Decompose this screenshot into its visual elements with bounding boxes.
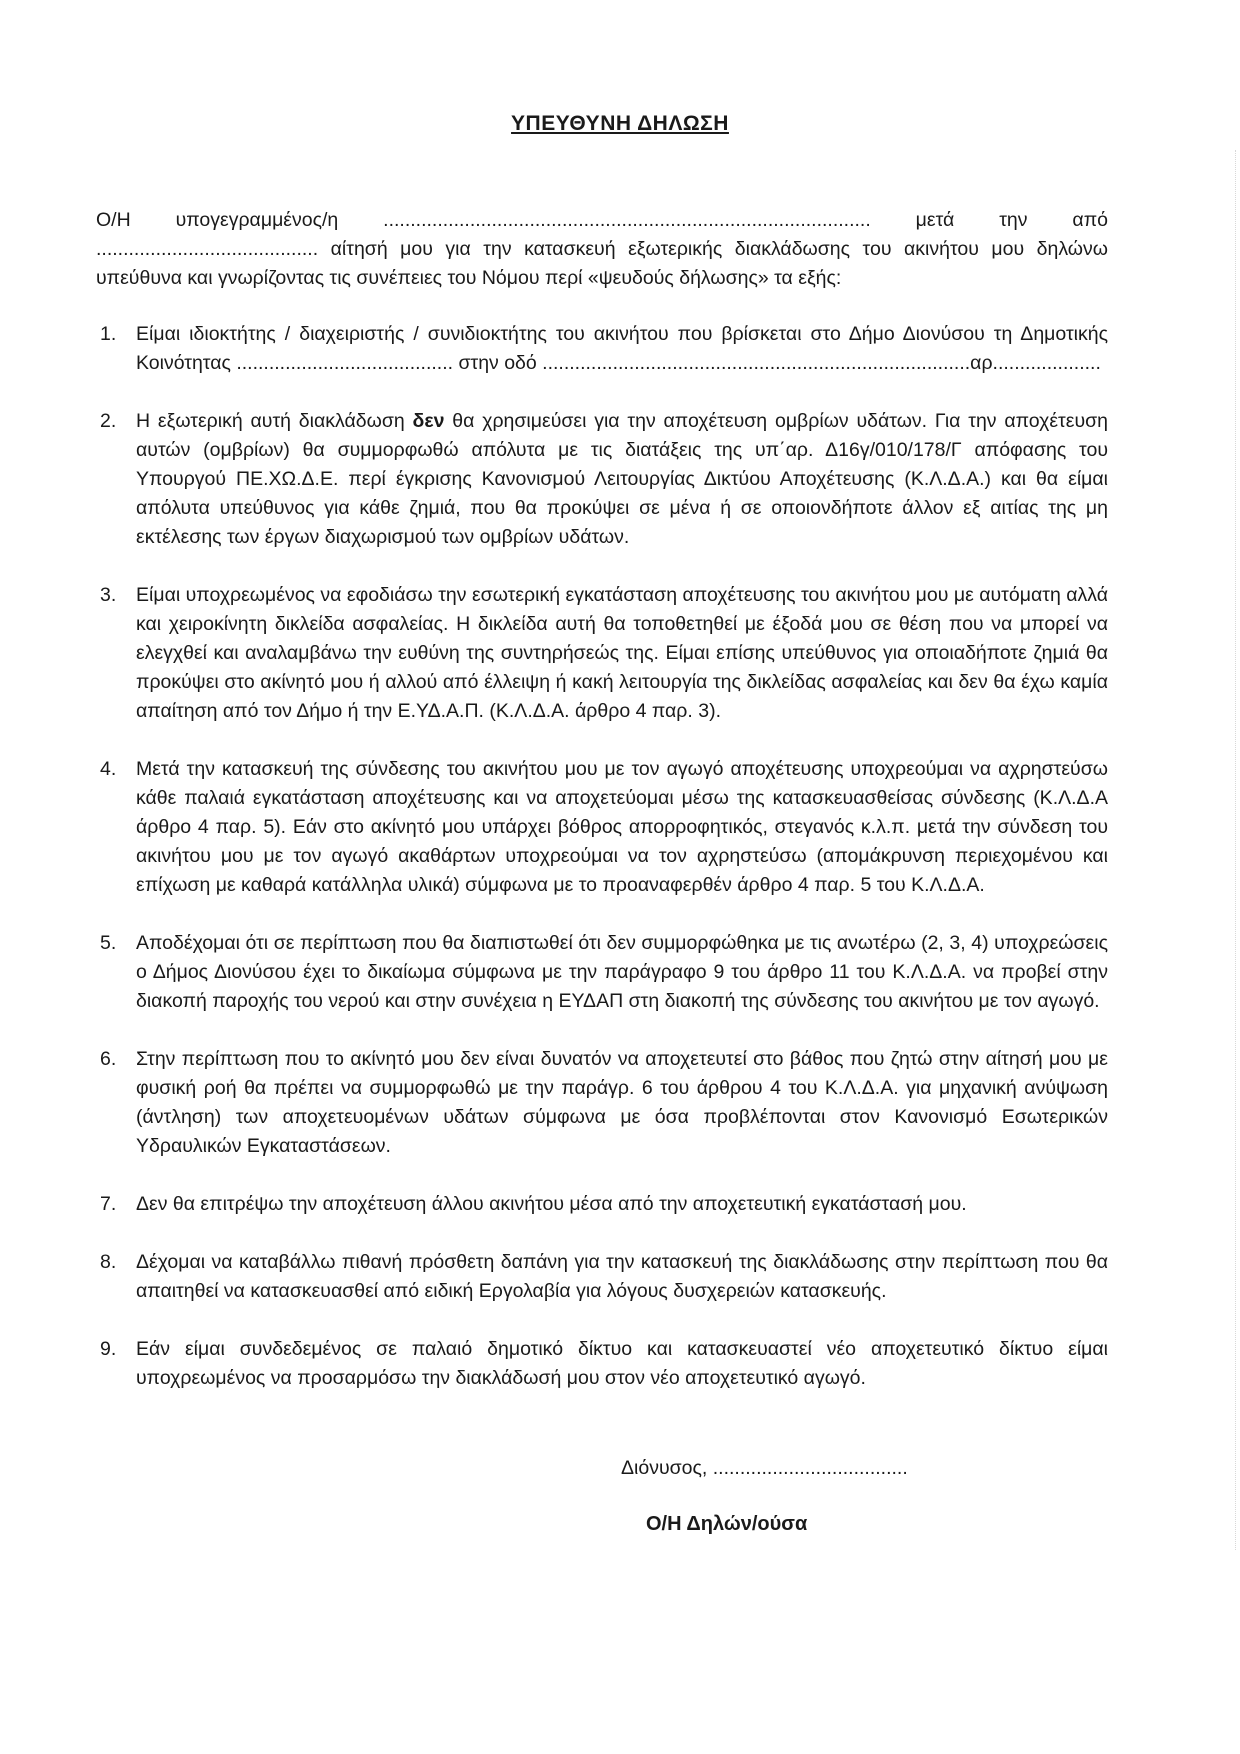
list-item: [96, 581, 1108, 726]
item-text-bold: δεν: [412, 410, 445, 432]
list-item: [96, 1335, 1108, 1393]
list-item: [96, 1190, 1108, 1219]
item-number: 3.: [100, 584, 117, 606]
item-text: Είμαι ιδιοκτήτης / διαχειριστής / συνιδιοκτήτης του ακινήτου που βρίσκεται στο Δήμο Διονύσου τη Δημοτικής Κοινότητας ........................................ στην οδό ...............................................................................αρ....................: [136, 323, 1108, 374]
signer-label: Ο/Η Δηλών/ούσα: [646, 1513, 808, 1535]
item-text: Είμαι υποχρεωμένος να εφοδιάσω την εσωτερική εγκατάσταση αποχέτευσης του ακινήτου μου με αυτόματη αλλά και χειροκίνητη δικλείδα ασφαλείας. Η δικλείδα αυτή θα τοποθετηθεί με έξοδά μου σε θέση που να μπορεί να ελεγχθεί και αναλαμβάνω την ευθύνη της συντηρήσεώς της. Είμαι επίσης υπεύθυνος για οποιαδήποτε ζημιά θα προκύψει στο ακίνητό μου ή αλλού από έλλειψη ή κακή λειτουργία της δικλείδας ασφαλείας και δεν θα έχω καμία απαίτηση από τον Δήμο ή την Ε.ΥΔ.Α.Π. (Κ.Λ.Δ.Α. άρθρο 4 παρ. 3).: [136, 584, 1108, 722]
item-number: 6.: [100, 1048, 117, 1070]
item-text: Αποδέχομαι ότι σε περίπτωση που θα διαπιστωθεί ότι δεν συμμορφώθηκα με τις ανωτέρω (2, 3, 4) υποχρεώσεις ο Δήμος Διονύσου έχει το δικαίωμα σύμφωνα με την παράγραφο 9 του άρθρο 11 του Κ.Λ.Δ.Α. να προβεί στην διακοπή παροχής του νερού και στην συνέχεια η ΕΥΔΑΠ στη διακοπή της σύνδεσης του ακινήτου με τον αγωγό.: [136, 932, 1108, 1012]
item-number: 9.: [100, 1338, 117, 1360]
item-number: 4.: [100, 758, 117, 780]
item-text: Μετά την κατασκευή της σύνδεσης του ακινήτου μου με τον αγωγό αποχέτευσης υποχρεούμαι να αχρηστεύσω κάθε παλαιά εγκατάσταση αποχέτευσης και να αποχετεύομαι μέσω της κατασκευασθείσας σύνδεσης (Κ.Λ.Δ.Α άρθρο 4 παρ. 5). Εάν στο ακίνητό μου υπάρχει βόθρος απορροφητικός, στεγανός κ.λ.π. μετά την σύνδεση του ακινήτου μου με τον αγωγό ακαθάρτων υποχρεούμαι να τον αχρηστεύσω (απομάκρυνση περιεχομένου και επίχωση με καθαρά κατάλληλα υλικά) σύμφωνα με το προαναφερθέν άρθρο 4 παρ. 5 του Κ.Λ.Δ.Α.: [136, 758, 1108, 896]
item-number: 1.: [100, 323, 117, 345]
item-text: Εάν είμαι συνδεδεμένος σε παλαιό δημοτικό δίκτυο και κατασκευαστεί νέο αποχετευτικό δίκτυο είμαι υποχρεωμένος να προσαρμόσω την διακλάδωσή μου στον νέο αποχετευτικό αγωγό.: [136, 1338, 1108, 1389]
list-item: [96, 1248, 1108, 1306]
item-text: Δεν θα επιτρέψω την αποχέτευση άλλου ακινήτου μέσα από την αποχετευτική εγκατάστασή μου.: [136, 1193, 967, 1215]
item-number: 2.: [100, 410, 117, 432]
document-title: ΥΠΕΥΘΥΝΗ ΔΗΛΩΣΗ: [511, 112, 729, 135]
item-text: Δέχομαι να καταβάλλω πιθανή πρόσθετη δαπάνη για την κατασκευή της διακλάδωσης στην περίπτωση που θα απαιτηθεί να κατασκευασθεί από ειδική Εργολαβία για λόγους δυσχερειών κατασκευής.: [136, 1251, 1108, 1302]
list-item: [96, 407, 1108, 552]
scan-edge-divider: [1233, 150, 1236, 1550]
list-item: [96, 320, 1108, 378]
item-number: 8.: [100, 1251, 117, 1273]
place-date-line: Διόνυσος, ....................................: [621, 1457, 908, 1479]
item-text: Η εξωτερική αυτή διακλάδωση: [136, 410, 413, 432]
declaration-list: [96, 320, 1108, 1422]
item-number: 5.: [100, 932, 117, 954]
item-number: 7.: [100, 1193, 117, 1215]
list-item: [96, 1045, 1108, 1161]
item-text: θα χρησιμεύσει για την αποχέτευση ομβρίων υδάτων. Για την αποχέτευση αυτών (ομβρίων) θα συμμορφωθώ απόλυτα με τις διατάξεις της υπ΄αρ. Δ16γ/010/178/Γ απόφασης του Υπουργού ΠΕ.ΧΩ.Δ.Ε. περί έγκρισης Κανονισμού Λειτουργίας Δικτύου Αποχέτευσης (Κ.Λ.Δ.Α.) και θα είμαι απόλυτα υπεύθυνος για κάθε ζημιά, που θα προκύψει σε μένα ή σε οποιονδήποτε άλλον εξ αιτίας της μη εκτέλεσης των έργων διαχωρισμού των ομβρίων υδάτων.: [136, 410, 1108, 548]
list-item: [96, 755, 1108, 900]
list-item: [96, 929, 1108, 1016]
item-text: Στην περίπτωση που το ακίνητό μου δεν είναι δυνατόν να αποχετευτεί στο βάθος που ζητώ στην αίτησή μου με φυσική ροή θα πρέπει να συμμορφωθώ με την παράγρ. 6 του άρθρου 4 του Κ.Λ.Δ.Α. για μηχανική ανύψωση (άντληση) των αποχετευομένων υδάτων σύμφωνα με όσα προβλέπονται στον Κανονισμό Εσωτερικών Υδραυλικών Εγκαταστάσεων.: [136, 1048, 1108, 1157]
intro-paragraph: Ο/Η υπογεγραμμένος/η .......................................................................................... μετά την από ......................................... αίτησή μου για την κατασκευή εξωτερικής διακλάδωσης του ακινήτου μου δηλώνω υπεύθυνα και γνωρίζοντας τις συνέπειες του Νόμου περί «ψευδούς δήλωσης» τα εξής:: [96, 209, 1108, 289]
